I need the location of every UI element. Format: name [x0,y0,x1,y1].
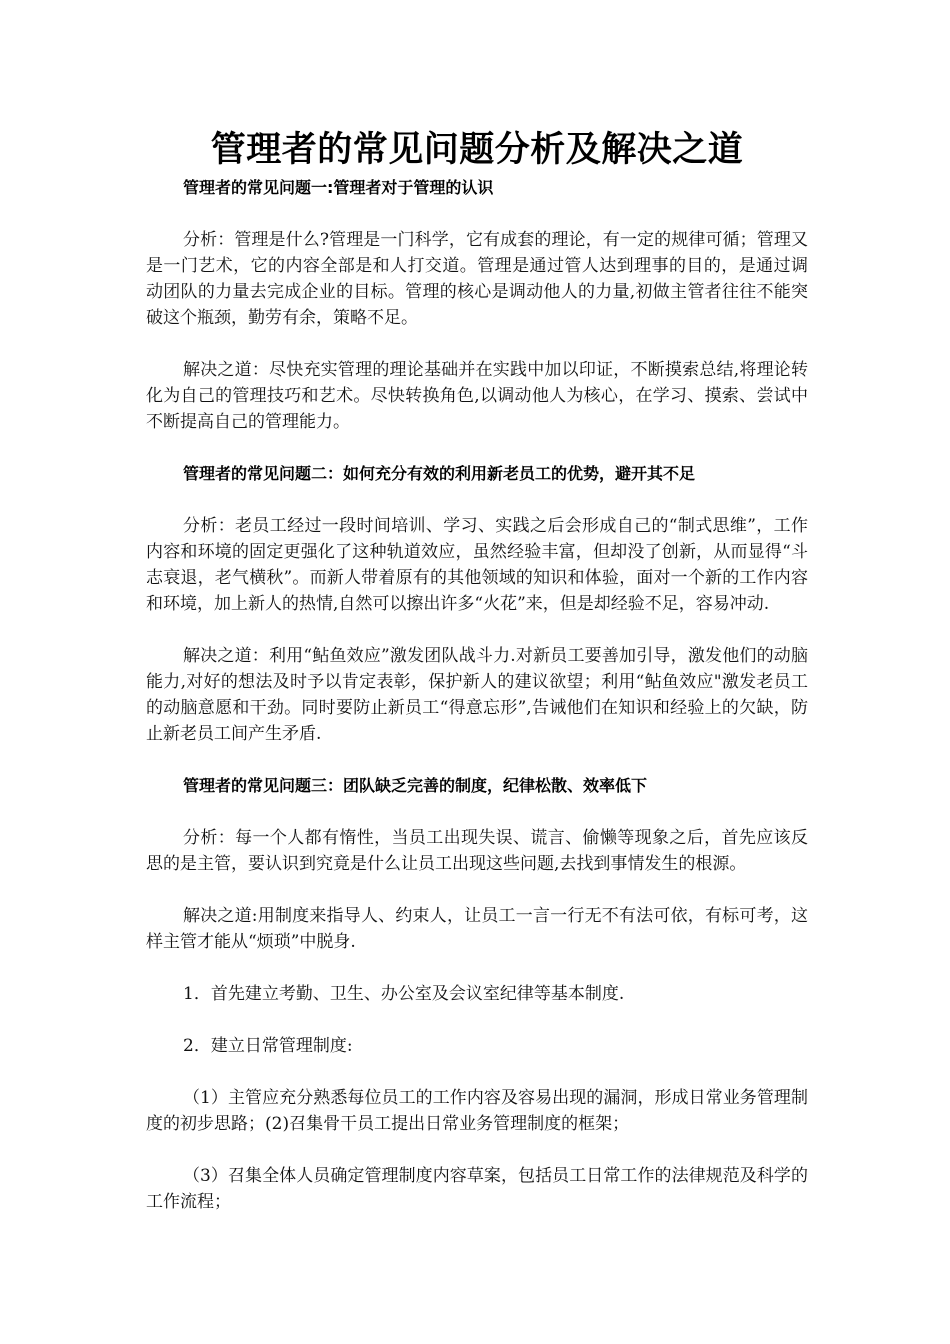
list-item-4: （3）召集全体人员确定管理制度内容草案，包括员工日常工作的法律规范及科学的工作流程； [146,1166,808,1212]
list-item-2: 2．建立日常管理制度: [183,1036,353,1056]
section-2-analysis: 分析：老员工经过一段时间培训、学习、实践之后会形成自己的“制式思维”，工作内容和环境的固定更强化了这种轨道效应，虽然经验丰富，但却没了创新，从而显得“斗志衰退，老气横秋”。而新人带着原有的其他领域的知识和体验，面对一个新的工作内容和环境，加上新人的热情,自然可以擦出许多“火花”来，但是却经验不足，容易冲动. [146,516,808,614]
section-1-solution: 解决之道：尽快充实管理的理论基础并在实践中加以印证，不断摸索总结,将理论转化为自己的管理技巧和艺术。尽快转换角色,以调动他人为核心，在学习、摸索、尝试中不断提高自己的管理能力。 [146,360,808,432]
section-3-heading: 管理者的常见问题三：团队缺乏完善的制度，纪律松散、效率低下 [183,776,648,795]
section-2-solution: 解决之道：利用“鲇鱼效应”激发团队战斗力.对新员工要善加引导，激发他们的动脑能力,对好的想法及时予以肯定表彰，保护新人的建议欲望；利用“鲇鱼效应"激发老员工的动脑意愿和干劲。同时要防止新员工“得意忘形”,告诫他们在知识和经验上的欠缺，防止新老员工间产生矛盾. [146,646,808,744]
section-1-heading: 管理者的常见问题一:管理者对于管理的认识 [183,178,494,197]
section-2-heading: 管理者的常见问题二：如何充分有效的利用新老员工的优势，避开其不足 [183,464,696,483]
section-3-solution: 解决之道:用制度来指导人、约束人，让员工一言一行无不有法可依，有标可考，这样主管才能从“烦琐”中脱身. [146,906,808,952]
document-title: 管理者的常见问题分析及解决之道 [210,130,744,170]
document-page [146,125,808,1215]
list-item-1: 1．首先建立考勤、卫生、办公室及会议室纪律等基本制度. [183,984,625,1004]
section-1-analysis: 分析：管理是什么?管理是一门科学，它有成套的理论，有一定的规律可循；管理又是一门艺术，它的内容全部是和人打交道。管理是通过管人达到理事的目的，是通过调动团队的力量去完成企业的目标。管理的核心是调动他人的力量,初做主管者往往不能突破这个瓶颈，勤劳有余，策略不足。 [146,230,808,328]
section-3-analysis: 分析：每一个人都有惰性，当员工出现失误、谎言、偷懒等现象之后，首先应该反思的是主管，要认识到究竟是什么让员工出现这些问题,去找到事情发生的根源。 [146,828,808,874]
list-item-3: （1）主管应充分熟悉每位员工的工作内容及容易出现的漏洞，形成日常业务管理制度的初步思路；(2)召集骨干员工提出日常业务管理制度的框架； [146,1088,808,1134]
